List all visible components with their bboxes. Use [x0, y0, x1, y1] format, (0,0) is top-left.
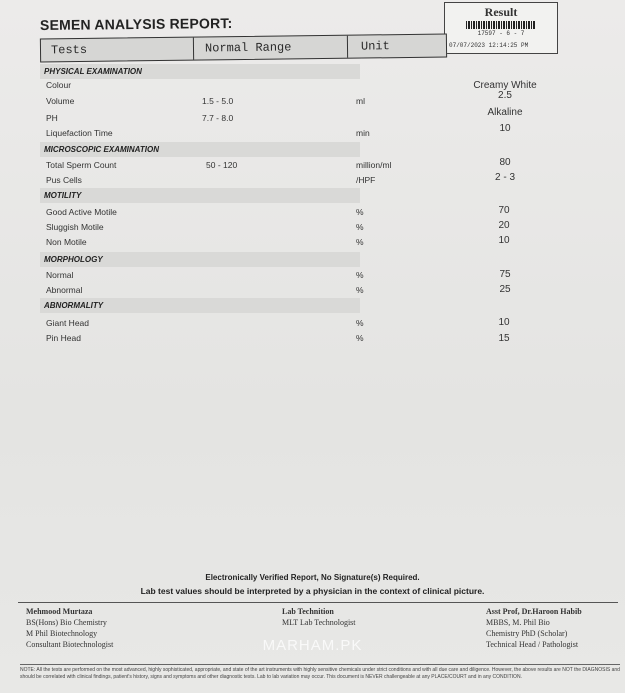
signatory-center	[282, 606, 356, 628]
test-name: Giant Head	[46, 318, 89, 328]
signatory-name: Lab Technition	[282, 607, 334, 616]
sample-id: 17597 - 6 - 7	[477, 30, 525, 37]
report-title: SEMEN ANALYSIS REPORT:	[39, 14, 233, 34]
test-name: Volume	[46, 96, 75, 106]
table-header	[40, 34, 447, 63]
test-name: Pin Head	[46, 333, 81, 343]
section-microscopic: MICROSCOPIC EXAMINATION	[40, 142, 360, 157]
test-result: 15	[498, 333, 510, 344]
unit: ml	[356, 96, 365, 106]
section-abnormality: ABNORMALITY	[40, 298, 360, 313]
signatory-line: Chemistry PhD (Scholar)	[486, 629, 568, 638]
test-result: 10	[499, 123, 511, 134]
header-divider	[347, 36, 348, 58]
test-name: Abnormal	[46, 285, 83, 295]
test-name: Liquefaction Time	[46, 128, 113, 138]
test-result: 10	[498, 235, 510, 246]
test-result: 80	[499, 157, 511, 168]
unit: %	[356, 318, 364, 328]
test-name: Pus Cells	[46, 175, 82, 185]
header-normal-range: Normal Range	[204, 40, 292, 56]
signatory-line: Consultant Biotechnologist	[26, 640, 114, 649]
signature-divider	[18, 602, 618, 603]
barcode	[466, 21, 536, 29]
interpretation-notice: Lab test values should be interpreted by a physician in the context of clinical picture.	[140, 586, 485, 596]
result-box	[444, 2, 558, 54]
section-physical: PHYSICAL EXAMINATION	[40, 64, 360, 79]
disclaimer-note: NOTE: All the tests are performed on the most advanced, highly sophisticated, appropriate, and state of the art instruments with highly sensitive chemicals under strict conditions and with all due care and diligence. However, the above results are NOT the DIAGNOSIS and should be correlated with clinical findings, patient's history, signs and symptoms and other diagnostic tests. Lab to lab variation may occur. This document is NEVER challengeable at any PLACE/COURT and in any CONDITION.	[20, 664, 620, 681]
section-motility: MOTILITY	[40, 188, 360, 203]
test-name: Colour	[46, 80, 72, 90]
unit: million/ml	[356, 160, 392, 170]
signatory-name: Asst Prof, Dr.Haroon Habib	[486, 607, 582, 616]
unit: %	[356, 285, 364, 295]
verified-notice: Electronically Verified Report, No Signature(s) Required.	[205, 573, 420, 582]
signatory-line: M Phil Biotechnology	[26, 629, 98, 638]
watermark: MARHAM.PK	[262, 637, 363, 654]
test-result: 20	[498, 220, 510, 231]
unit: %	[356, 222, 364, 232]
unit: /HPF	[356, 175, 376, 185]
header-unit: Unit	[360, 39, 390, 54]
normal-range: 1.5 - 5.0	[202, 96, 234, 106]
test-name: Non Motile	[46, 237, 87, 247]
unit: %	[356, 207, 364, 217]
header-tests: Tests	[50, 42, 88, 58]
test-result: 70	[498, 205, 510, 216]
test-result: 2.5	[498, 90, 512, 101]
test-result: 75	[499, 269, 511, 280]
normal-range: 50 - 120	[206, 160, 238, 170]
test-result: Creamy White	[473, 80, 537, 91]
test-result: 10	[498, 317, 510, 328]
signatory-line: MBBS, M. Phil Bio	[486, 618, 550, 627]
test-result: 2 - 3	[494, 172, 516, 183]
result-label: Result	[484, 5, 518, 19]
report-datetime: 07/07/2023 12:14:25 PM	[449, 42, 529, 49]
test-result: Alkaline	[487, 107, 523, 118]
test-name: Sluggish Motile	[46, 222, 104, 232]
unit: min	[356, 128, 370, 138]
test-result: 25	[499, 284, 511, 295]
normal-range: 7.7 - 8.0	[202, 113, 234, 123]
unit: %	[356, 333, 364, 343]
test-name: Normal	[46, 270, 74, 280]
signatory-line: BS(Hons) Bio Chemistry	[26, 618, 107, 627]
unit: %	[356, 237, 364, 247]
unit: %	[356, 270, 364, 280]
signatory-name: Mehmood Murtaza	[26, 607, 93, 616]
signatory-line: Technical Head / Pathologist	[486, 640, 579, 649]
header-divider	[193, 38, 194, 60]
test-name: PH	[46, 113, 58, 123]
section-morphology: MORPHOLOGY	[40, 252, 360, 267]
test-name: Total Sperm Count	[46, 160, 117, 170]
signatory-line: MLT Lab Technologist	[282, 618, 356, 627]
test-name: Good Active Motile	[46, 207, 117, 217]
